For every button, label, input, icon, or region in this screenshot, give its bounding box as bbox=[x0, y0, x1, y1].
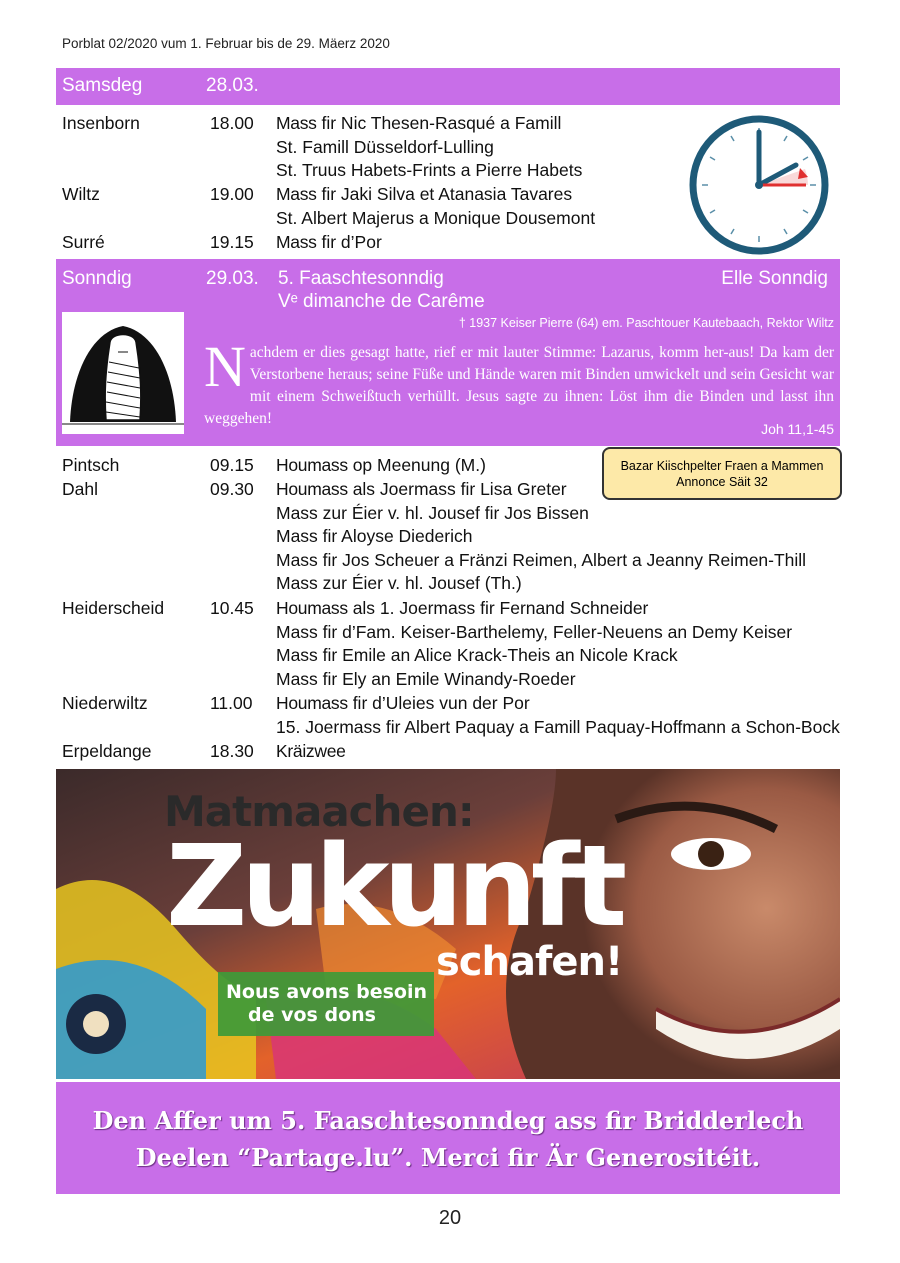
bazar-note bbox=[602, 447, 842, 500]
time: 19.00 bbox=[210, 184, 254, 204]
place: Wiltz bbox=[62, 184, 100, 204]
sunday-title: 5. Faaschtesonndig bbox=[278, 268, 444, 289]
offering-line-2: Deelen “Partage.lu”. Merci fir Är Generositéit. bbox=[135, 1143, 761, 1172]
place: Insenborn bbox=[62, 113, 140, 133]
saturday-date: 28.03. bbox=[206, 75, 259, 96]
mass-text: Mass fir Ely an Emile Winandy-Roeder bbox=[276, 668, 576, 689]
banner-title-2: Zukunft bbox=[166, 822, 622, 952]
bazar-line-2: Annonce Säit 32 bbox=[676, 475, 768, 489]
mass-type: Houmass bbox=[276, 479, 348, 499]
mass-type: Houmass bbox=[276, 693, 348, 713]
mass-lines bbox=[276, 597, 836, 691]
mass-text: Mass zur Éier v. hl. Jousef (Th.) bbox=[276, 573, 522, 594]
mass-type: Houmass bbox=[276, 455, 348, 475]
place: Surré bbox=[62, 232, 105, 252]
banner-subtitle-2: de vos dons bbox=[248, 1004, 376, 1026]
donation-banner bbox=[56, 769, 840, 1079]
saturday-day: Samsdeg bbox=[62, 75, 143, 96]
mass-text: als 1. Joermass fir Fernand Schneider bbox=[347, 598, 649, 618]
mass-text: Mass fir Aloyse Diederich bbox=[276, 526, 473, 547]
mass-type: Mass bbox=[276, 113, 317, 133]
page-number: 20 bbox=[438, 1207, 462, 1229]
time: 19.15 bbox=[210, 232, 254, 252]
mass-type: Houmass bbox=[276, 598, 348, 618]
mass-text: fir Jaki Silva et Atanasia Tavares bbox=[316, 184, 573, 204]
banner-title-3: schafen! bbox=[436, 939, 623, 985]
elle-sonndig: Elle Sonndig bbox=[721, 268, 828, 289]
mass-lines bbox=[276, 740, 836, 764]
banner-subtitle-1: Nous avons besoin bbox=[226, 981, 428, 1003]
sunday-day: Sonndig bbox=[62, 268, 132, 289]
mass-type: Mass bbox=[276, 232, 317, 252]
mass-text: Mass fir Jos Scheuer a Fränzi Reimen, Albert a Jeanny Reimen-Thill bbox=[276, 549, 807, 570]
mass-text: Mass fir Emile an Alice Krack-Theis an Nicole Krack bbox=[276, 645, 678, 666]
mass-text: St. Famill Düsseldorf-Lulling bbox=[276, 136, 494, 157]
bazar-line-1: Bazar Kiischpelter Fraen a Mammen bbox=[620, 459, 824, 473]
saturday-bar bbox=[56, 68, 840, 105]
place: Dahl bbox=[62, 479, 98, 499]
mass-type: Mass bbox=[276, 184, 317, 204]
time: 11.00 bbox=[210, 693, 253, 713]
mass-text: fir d’Uleies vun der Por bbox=[347, 693, 530, 713]
mass-text: fir d’Por bbox=[316, 232, 382, 252]
offering-note bbox=[56, 1082, 840, 1194]
gospel-dropcap: N bbox=[204, 334, 246, 399]
mass-text: fir Nic Thesen-Rasqué a Famill bbox=[316, 113, 562, 133]
lazarus-illustration bbox=[62, 312, 184, 434]
mass-text: St. Albert Majerus a Monique Dousemont bbox=[276, 207, 596, 228]
time: 18.30 bbox=[210, 741, 254, 761]
mass-text: Mass zur Éier v. hl. Jousef fir Jos Bissen bbox=[276, 502, 589, 523]
time: 09.15 bbox=[210, 455, 254, 475]
mass-text: 15. Joermass fir Albert Paquay a Famill Paquay-Hoffmann a Schon-Bock bbox=[276, 716, 840, 737]
place: Heiderscheid bbox=[62, 598, 165, 618]
mass-type: Kräizwee bbox=[276, 741, 346, 761]
offering-line-1: Den Affer um 5. Faaschtesonndeg ass fir Bridderlech bbox=[92, 1106, 804, 1135]
mass-text: St. Truus Habets-Frints a Pierre Habets bbox=[276, 160, 583, 181]
mass-lines bbox=[276, 692, 840, 739]
sunday-subtitle: Vᵉ dimanche de Carême bbox=[278, 291, 485, 312]
gospel-tail-text: Binden umwickelt und sein Gesicht war mit einem Schweißtuch verhüllt. Jesus sagte zu ihnen: Löst ihm die Binden und lasst ihn weggehen! bbox=[204, 366, 834, 427]
sunday-block bbox=[56, 259, 840, 446]
place: Erpeldange bbox=[62, 741, 152, 761]
mass-text: op Meenung (M.) bbox=[347, 455, 486, 475]
place: Niederwiltz bbox=[62, 693, 148, 713]
time: 10.45 bbox=[210, 598, 254, 618]
place: Pintsch bbox=[62, 455, 120, 475]
obituary-note: † 1937 Keiser Pierre (64) em. Paschtouer Kautebaach, Rektor Wiltz bbox=[458, 316, 834, 330]
gospel-reference: Joh 11,1-45 bbox=[761, 421, 834, 437]
mass-text: Mass fir d’Fam. Keiser-Barthelemy, Feller-Neuens an Demy Keiser bbox=[276, 621, 793, 642]
banner-subtitle bbox=[226, 981, 427, 1027]
page-header: Porblat 02/2020 vum 1. Februar bis de 29. Mäerz 2020 bbox=[62, 36, 390, 51]
banner-title-1: Matmaachen: bbox=[164, 787, 474, 836]
time: 18.00 bbox=[210, 113, 254, 133]
clock-icon bbox=[688, 114, 830, 256]
gospel-head: achdem er dies gesagt hatte, rief er mit lauter Stimme: Lazarus, komm her-aus! Da kam der Verstorbene heraus; seine Füße und Hände waren mit bbox=[249, 344, 834, 383]
sunday-date: 29.03. bbox=[206, 268, 259, 289]
gospel-text bbox=[204, 334, 834, 430]
mass-text: als Joermass fir Lisa Greter bbox=[347, 479, 567, 499]
time: 09.30 bbox=[210, 479, 254, 499]
